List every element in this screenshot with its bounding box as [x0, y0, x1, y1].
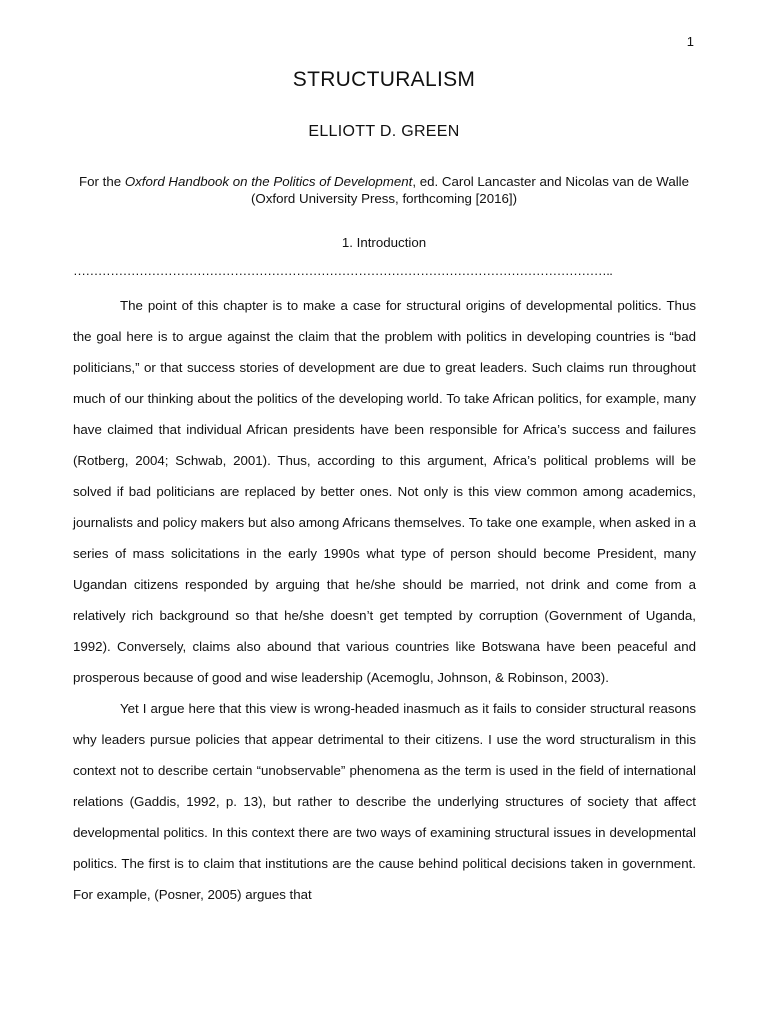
section-heading: 1. Introduction: [341, 235, 427, 250]
author-name: ELLIOTT D. GREEN: [308, 123, 460, 140]
citation-prefix: For the: [78, 174, 125, 189]
document-title: STRUCTURALISM: [292, 68, 476, 91]
body-text: [73, 290, 696, 910]
page-number: 1: [686, 34, 694, 49]
paragraph: Yet I argue here that this view is wrong-headed inasmuch as it fails to consider structural reasons why leaders pursue policies that appear detrimental to their citizens. I use the word structuralism in this context not to describe certain “unobservable” phenomena as the term is used in the field of international relations (Gaddis, 1992, p. 13), but rather to describe the underlying structures of society that affect developmental politics. In this context there are two ways of examining structural issues in developmental politics. The first is to claim that institutions are the cause behind political decisions taken in government. For example, (Posner, 2005) argues that: [73, 701, 696, 902]
paragraph: The point of this chapter is to make a case for structural origins of developmental politics. Thus the goal here is to argue against the claim that the problem with politics in developing countries is “bad politicians,” or that success stories of development are due to great leaders. Such claims run throughout much of our thinking about the politics of the developing world. To take African politics, for example, many have claimed that individual African presidents have been responsible for Africa’s success and failures (Rotberg, 2004; Schwab, 2001). Thus, according to this argument, Africa’s political problems will be solved if bad politicians are replaced by better ones. Not only is this view common among academics, journalists and policy makers but also among Africans themselves. To take one example, when asked in a series of mass solicitations in the early 1990s what type of person should become President, many Ugandan citizens responded by arguing that he/she should be married, not drink and come from a relatively rich background so that he/she doesn’t get tempted by corruption (Government of Uganda, 1992). Conversely, claims also abound that various countries like Botswana have been peaceful and prosperous because of good and wise leadership (Acemoglu, Johnson, & Robinson, 2003).: [73, 298, 696, 685]
citation-book-title: Oxford Handbook on the Politics of Development: [124, 174, 413, 189]
publication-note: [74, 173, 694, 207]
dotted-separator: …………………………………………………………………………………………………………………..: [73, 263, 613, 278]
citation-suffix: , ed. Carol Lancaster and Nicolas van de Walle (Oxford University Press, forthcoming [2016]): [250, 174, 690, 206]
